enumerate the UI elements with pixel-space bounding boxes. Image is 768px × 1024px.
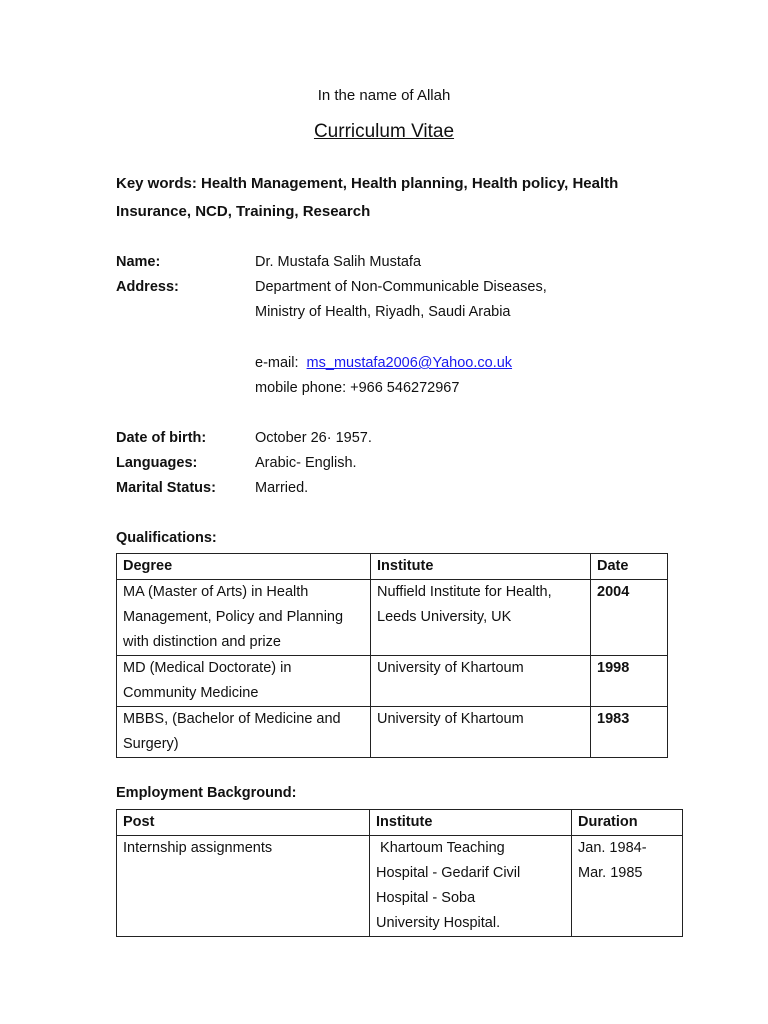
- email-label: e-mail:: [255, 355, 299, 371]
- institute-cell: [371, 656, 591, 707]
- cell-line: University of Khartoum: [377, 660, 524, 676]
- column-header: Post: [117, 810, 370, 836]
- cell-line: with distinction and prize: [123, 634, 281, 650]
- post-cell: [117, 836, 370, 937]
- address-line-2: Ministry of Health, Riyadh, Saudi Arabia: [255, 304, 511, 320]
- cell-line: Leeds University, UK: [377, 609, 512, 625]
- cell-line: Jan. 1984-: [578, 840, 647, 856]
- address-line-1: Department of Non-Communicable Diseases,: [255, 279, 547, 295]
- employment-table: [116, 809, 683, 937]
- cell-line: Hospital - Soba: [376, 890, 476, 906]
- institute-cell: [371, 707, 591, 758]
- email-link[interactable]: ms_mustafa2006@Yahoo.co.uk: [306, 355, 513, 371]
- table-header-row: [117, 554, 668, 580]
- email-field: [255, 351, 512, 376]
- marital-label: Marital Status:: [116, 480, 216, 496]
- cell-line: Community Medicine: [123, 685, 259, 701]
- table-row: [117, 836, 683, 937]
- address-label: Address:: [116, 279, 179, 295]
- dob-label: Date of birth:: [116, 430, 207, 446]
- institute-cell: [371, 580, 591, 656]
- degree-cell: [117, 707, 371, 758]
- cell-line: MD (Medical Doctorate) in: [123, 660, 292, 676]
- column-header: Duration: [572, 810, 683, 836]
- cell-line: Management, Policy and Planning: [123, 609, 344, 625]
- table-header-row: [117, 810, 683, 836]
- mobile-phone: mobile phone: +966 546272967: [255, 380, 460, 396]
- qualifications-table: [116, 553, 668, 758]
- cell-line: Khartoum Teaching: [376, 840, 505, 856]
- table-row: [117, 707, 668, 758]
- greeting: In the name of Allah: [317, 87, 451, 104]
- cell-line: University Hospital.: [376, 915, 501, 931]
- date-cell: 1998: [591, 656, 668, 707]
- cell-line: Internship assignments: [123, 840, 273, 856]
- cell-line: Mar. 1985: [578, 865, 643, 881]
- cell-line: Nuffield Institute for Health,: [377, 584, 552, 600]
- degree-cell: [117, 580, 371, 656]
- page-title: Curriculum Vitae: [313, 121, 455, 142]
- languages-label: Languages:: [116, 455, 198, 471]
- institute-cell: [370, 836, 572, 937]
- date-cell: 2004: [591, 580, 668, 656]
- cell-line: University of Khartoum: [377, 711, 524, 727]
- dob-value: October 26· 1957.: [255, 430, 372, 446]
- degree-cell: [117, 656, 371, 707]
- languages-value: Arabic- English.: [255, 455, 357, 471]
- employment-heading: Employment Background:: [116, 785, 297, 801]
- column-header: Institute: [370, 810, 572, 836]
- keywords: Key words: Health Management, Health planning, Health policy, Health Insurance, NCD, Training, Research: [116, 175, 619, 220]
- cell-line: MBBS, (Bachelor of Medicine and: [123, 711, 341, 727]
- name-label: Name:: [116, 254, 161, 270]
- date-cell: 1983: [591, 707, 668, 758]
- qualifications-heading: Qualifications:: [116, 530, 217, 546]
- column-header: Degree: [117, 554, 371, 580]
- cell-line: MA (Master of Arts) in Health: [123, 584, 309, 600]
- table-row: [117, 656, 668, 707]
- table-row: [117, 580, 668, 656]
- column-header: Institute: [371, 554, 591, 580]
- cell-line: Hospital - Gedarif Civil: [376, 865, 521, 881]
- cell-line: Surgery): [123, 736, 179, 752]
- name-value: Dr. Mustafa Salih Mustafa: [255, 254, 422, 270]
- duration-cell: [572, 836, 683, 937]
- column-header: Date: [591, 554, 668, 580]
- marital-value: Married.: [255, 480, 309, 496]
